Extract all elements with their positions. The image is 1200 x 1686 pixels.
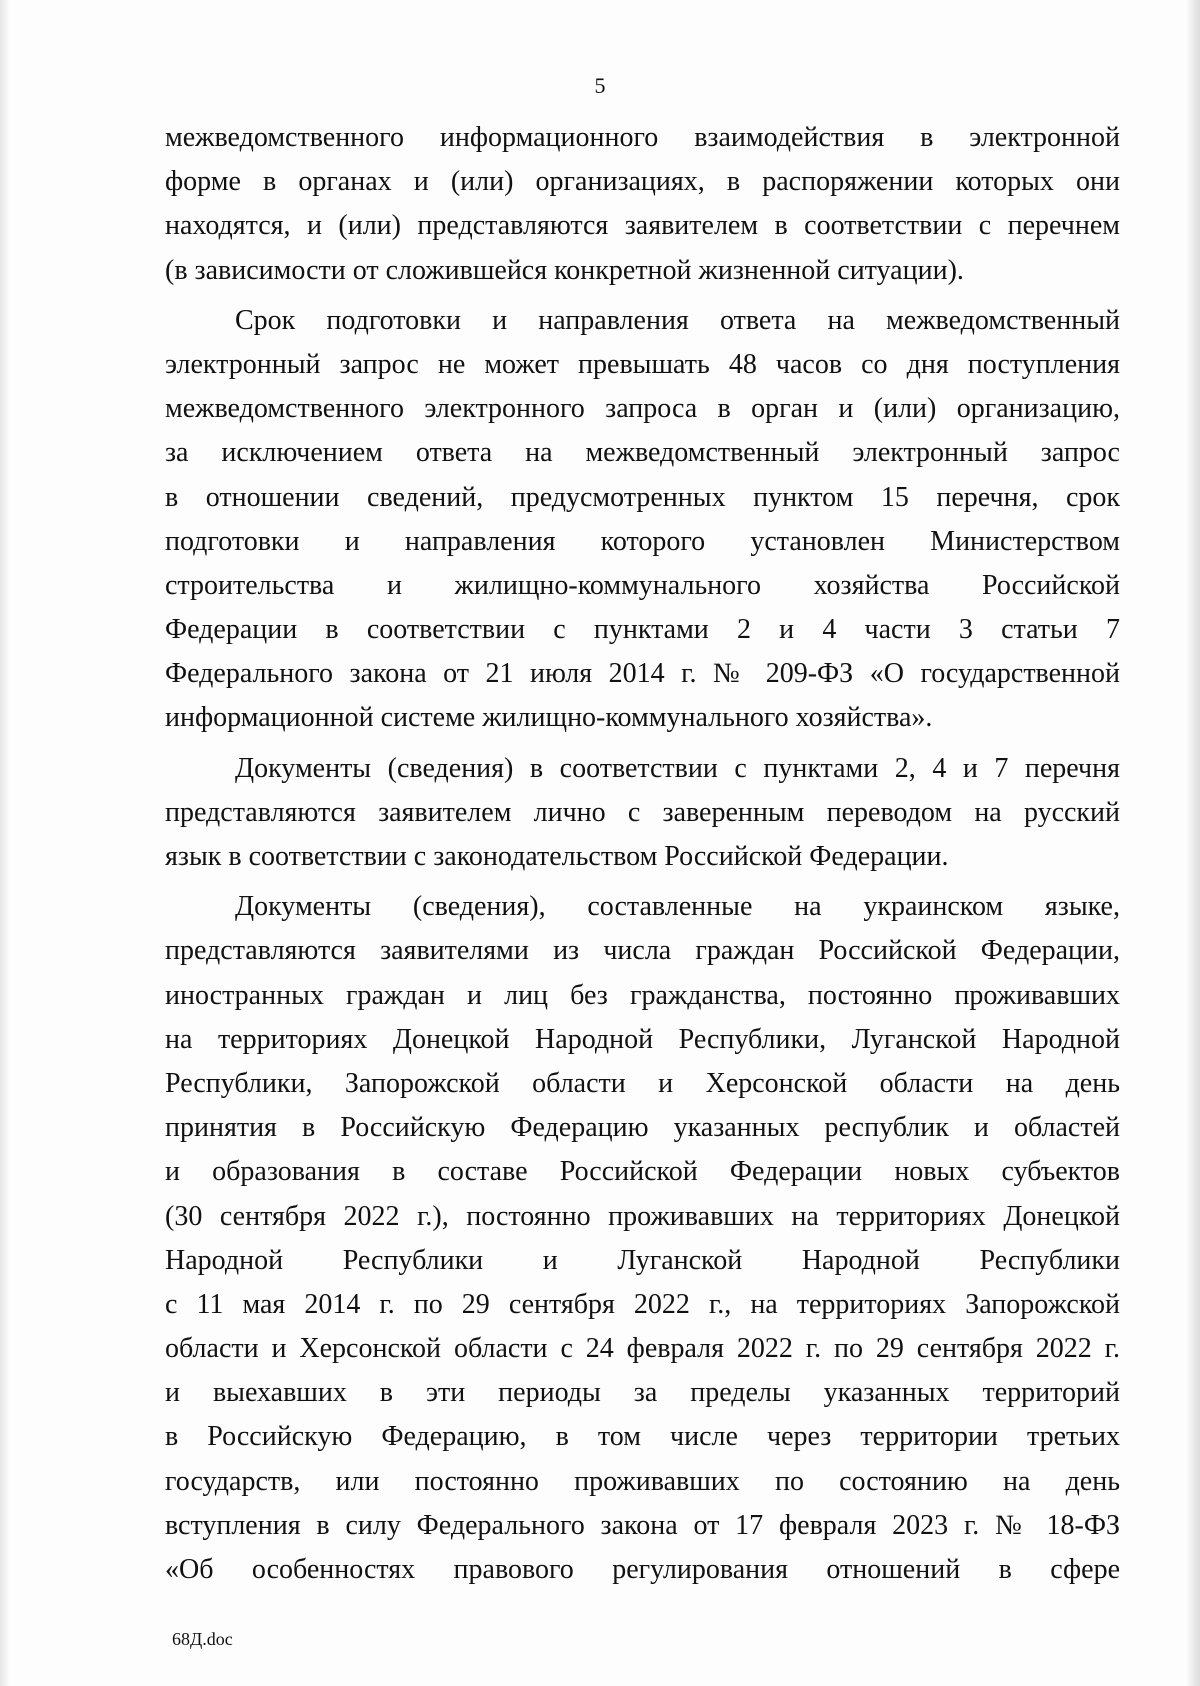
text-line: строительства и жилищно-коммунального хозяйства Российской: [165, 569, 1120, 601]
text-line: (30 сентября 2022 г.), постоянно проживавших на территориях Донецкой: [165, 1200, 1120, 1232]
text-line: в отношении сведений, предусмотренных пунктом 15 перечня, срок: [165, 481, 1120, 513]
text-line: принятия в Российскую Федерацию указанных республик и областей: [165, 1112, 1120, 1144]
scan-edge-left: [0, 0, 10, 1686]
text-line: межведомственного информационного взаимодействия в электронной: [165, 122, 1120, 153]
text-line: (в зависимости от сложившейся конкретной жизненной ситуации).: [165, 254, 964, 286]
text-line: находятся, и (или) представляются заявителем в соответствии с перечнем: [165, 210, 1120, 242]
text-line: подготовки и направления которого установлен Министерством: [165, 525, 1120, 557]
text-line: и выехавших в эти периоды за пределы указанных территорий: [165, 1377, 1120, 1409]
text-line: государств, или постоянно проживавших по состоянию на день: [165, 1465, 1120, 1497]
text-line: представляются заявителем лично с заверенным переводом на русский: [165, 796, 1120, 828]
text-line: Федерального закона от 21 июля 2014 г. № 209-ФЗ «О государственной: [165, 658, 1120, 690]
text-line: с 11 мая 2014 г. по 29 сентября 2022 г., на территориях Запорожской: [165, 1288, 1120, 1320]
text-line: и образования в составе Российской Федерации новых субъектов: [165, 1156, 1120, 1188]
document-body: [165, 116, 1120, 1592]
paragraph: [165, 885, 1120, 1592]
text-line: области и Херсонской области с 24 февраля 2022 г. по 29 сентября 2022 г.: [165, 1333, 1120, 1365]
text-line: на территориях Донецкой Народной Республики, Луганской Народной: [165, 1023, 1120, 1055]
text-line: межведомственного электронного запроса в орган и (или) организацию,: [165, 393, 1120, 425]
text-line: вступления в силу Федерального закона от 17 февраля 2023 г. № 18-ФЗ: [165, 1509, 1120, 1541]
page-number: 5: [594, 73, 606, 98]
text-line: иностранных граждан и лиц без гражданства, постоянно проживавших: [165, 979, 1120, 1011]
footer-filename: 68Д.doc: [172, 1629, 233, 1649]
text-line: в Российскую Федерацию, в том числе через территории третьих: [165, 1421, 1120, 1453]
paragraph: [165, 299, 1120, 741]
paragraph: [165, 116, 1120, 293]
paragraph: [165, 747, 1120, 880]
text-line: форме в органах и (или) организациях, в распоряжении которых они: [165, 166, 1120, 198]
text-line: электронный запрос не может превышать 48 часов со дня поступления: [165, 348, 1120, 380]
text-line: Документы (сведения), составленные на украинском языке,: [235, 891, 1120, 923]
text-line: Документы (сведения) в соответствии с пунктами 2, 4 и 7 перечня: [235, 752, 1120, 784]
text-line: «Об особенностях правового регулирования отношений в сфере: [165, 1554, 1120, 1585]
text-line: информационной системе жилищно-коммунального хозяйства».: [165, 702, 933, 734]
scan-edge-right: [1186, 0, 1200, 1686]
text-line: Федерации в соответствии с пунктами 2 и 4 части 3 статьи 7: [165, 614, 1120, 646]
text-line: Народной Республики и Луганской Народной Республики: [165, 1244, 1120, 1276]
text-line: язык в соответствии с законодательством Российской Федерации.: [165, 841, 949, 872]
text-line: Республики, Запорожской области и Херсонской области на день: [165, 1067, 1120, 1099]
text-line: Срок подготовки и направления ответа на межведомственный: [235, 304, 1120, 336]
text-line: за исключением ответа на межведомственный электронный запрос: [165, 437, 1120, 469]
text-line: представляются заявителями из числа граждан Российской Федерации,: [165, 935, 1120, 967]
